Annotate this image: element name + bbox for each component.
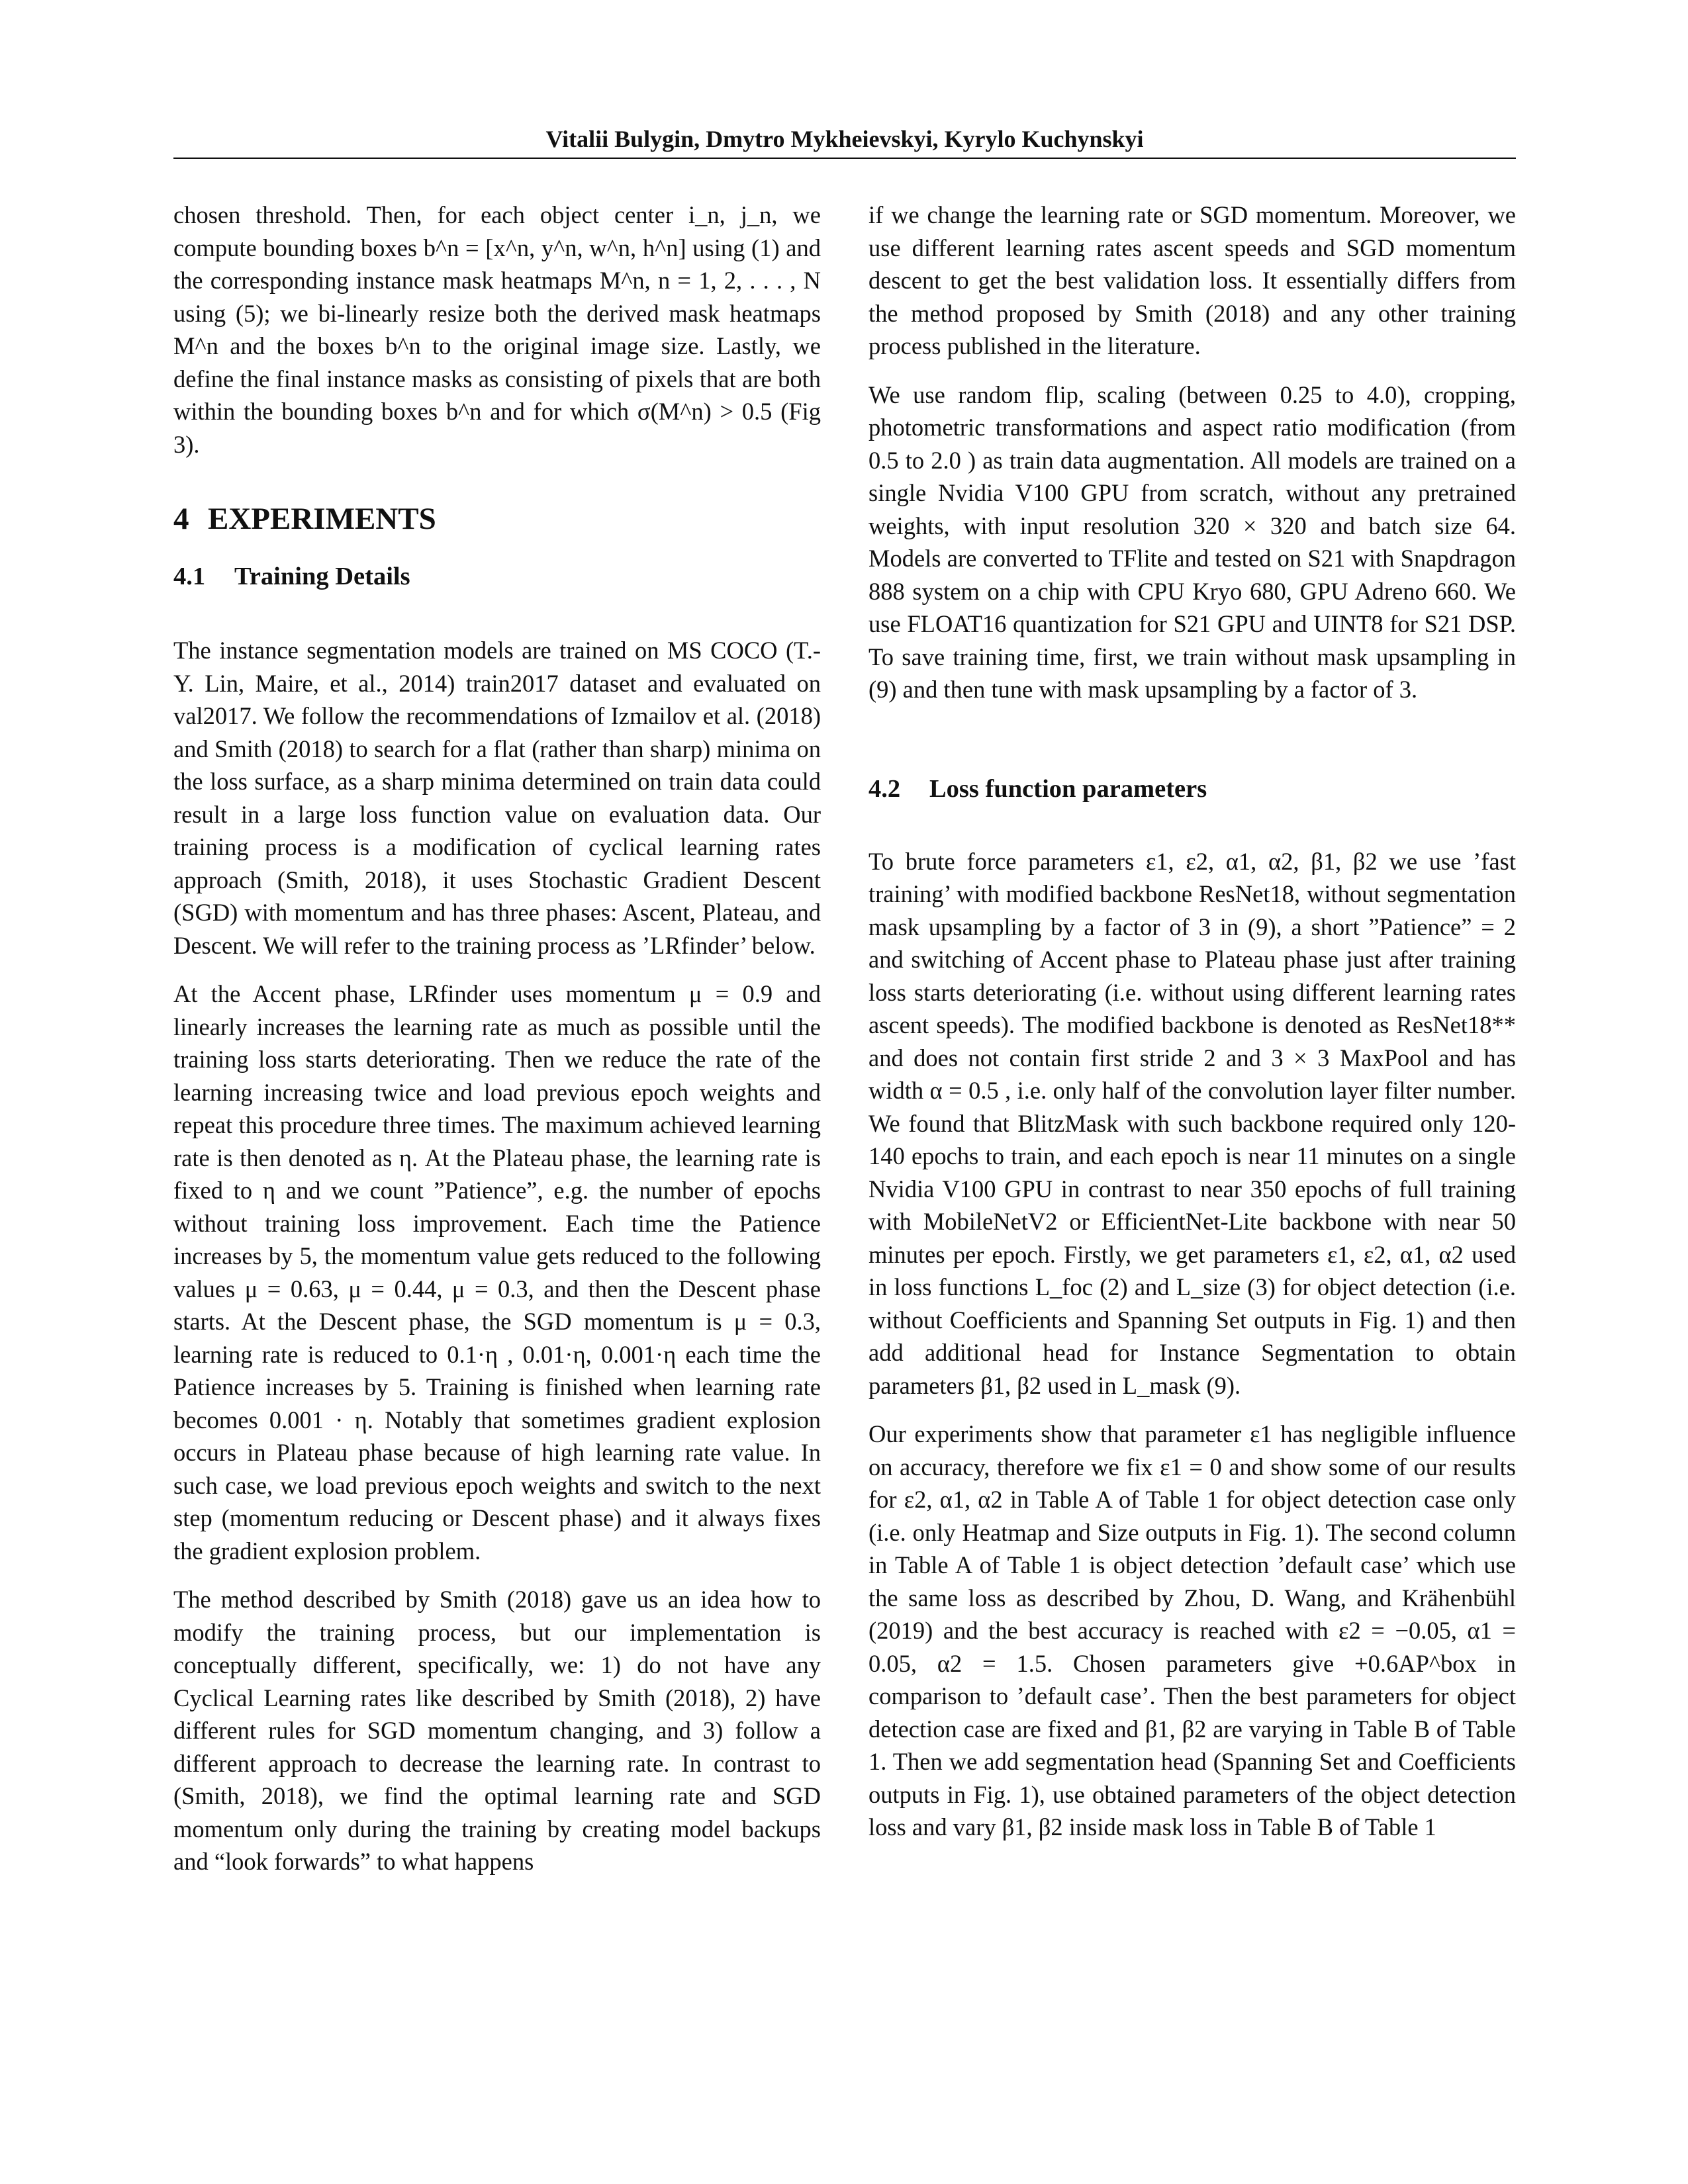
subsection-title: Training Details	[234, 563, 410, 590]
paragraph-loss-2: Our experiments show that parameter ε1 has negligible influence on accuracy, therefore we fix ε1 = 0 and show some of our results for ε2, α1, α2 in Table A of Table 1 for object detection case only (i.e. only Heatmap and Size outputs in Fig. 1). The second column in Table A of Table 1 is object detection ’default case’ which use the same loss as described by Zhou, D. Wang, and Krähenbühl (2019) and the best accuracy is reached with ε2 = −0.05, α1 = 0.05, α2 = 1.5. Chosen parameters give +0.6AP^box in comparison to ’default case’. Then the best parameters for object detection case are fixed and β1, β2 are varying in Table B of Table 1. Then we add segmentation head (Spanning Set and Coefficients outputs in Fig. 1), use obtained parameters of the object detection loss and vary β1, β2 inside mask loss in Table B of Table 1	[868, 1420, 1516, 1841]
paragraph-training-2: At the Accent phase, LRfinder uses momentum μ = 0.9 and linearly increases the learning rate as much as possible until the training loss starts deteriorating. Then we reduce the rate of the learning increasing twice and load previous epoch weights and repeat this procedure three times. The maximum achieved learning rate is then denoted as η. At the Plateau phase, the learning rate is fixed to η and we count ”Patience”, e.g. the number of epochs without training loss improvement. Each time the Patience increases by 5, the momentum value gets reduced to the following values μ = 0.63, μ = 0.44, μ = 0.3, and then the Descent phase starts. At the Descent phase, the SGD momentum is μ = 0.3, learning rate is reduced to 0.1·η , 0.01·η, 0.001·η each time the Patience increases by 5. Training is finished when learning rate becomes 0.001 · η. Notably that sometimes gradient explosion occurs in Plateau phase because of high learning rate value. In such case, we load previous epoch weights and switch to the next step (momentum reducing or Descent phase) and it always fixes the gradient explosion problem.	[173, 980, 821, 1565]
subsection-heading-4-2	[868, 772, 1516, 805]
right-column	[868, 199, 1516, 1860]
paragraph-continued: if we change the learning rate or SGD momentum. Moreover, we use different learning rates ascent speeds and SGD momentum descent to get the best validation loss. It essentially differs from the method proposed by Smith (2018) and any other training process published in the literature.	[868, 201, 1516, 359]
left-column	[173, 199, 821, 1894]
subsection-title: Loss function parameters	[929, 774, 1207, 803]
paragraph-loss-1: To brute force parameters ε1, ε2, α1, α2, β1, β2 we use ’fast training’ with modified backbone ResNet18, without segmentation mask upsampling by a factor of 3 in (9), a short ”Patience” = 2 and switching of Accent phase to Plateau phase just after training loss starts deteriorating (i.e. without using different learning rates ascent speeds). The modified backbone is denoted as ResNet18** and does not contain first stride 2 and 3 × 3 MaxPool and has width α = 0.5 , i.e. only half of the convolution layer filter number. We found that BlitzMask with such backbone required only 120-140 epochs to train, and each epoch is near 11 minutes on a single Nvidia V100 GPU in contrast to near 350 epochs of full training with MobileNetV2 or EfficientNet-Lite backbone with near 50 minutes per epoch. Firstly, we get parameters ε1, ε2, α1, α2 used in loss functions L_foc (2) and L_size (3) for object detection (i.e. without Coefficients and Spanning Set outputs in Fig. 1) and then add additional head for Instance Segmentation to obtain parameters β1, β2 used in L_mask (9).	[868, 847, 1516, 1399]
subsection-number: 4.1	[173, 563, 206, 590]
header-rule	[173, 158, 1516, 159]
subsection-heading-4-1	[173, 560, 821, 593]
section-title: EXPERIMENTS	[208, 502, 436, 536]
page-header-authors: Vitalii Bulygin, Dmytro Mykheievskyi, Kyrylo Kuchynskyi	[545, 126, 1144, 152]
paragraph-augmentation: We use random flip, scaling (between 0.25 to 4.0), cropping, photometric transformations and aspect ratio modification (from 0.5 to 2.0 ) as train data augmentation. All models are trained on a single Nvidia V100 GPU from scratch, without any pretrained weights, with input resolution 320 × 320 and batch size 64. Models are converted to TFlite and tested on S21 with Snapdragon 888 system on a chip with CPU Kryo 680, GPU Adreno 660. We use FLOAT16 quantization for S21 GPU and UINT8 for S21 DSP. To save training time, first, we train without mask upsampling in (9) and then tune with mask upsampling by a factor of 3.	[868, 381, 1516, 703]
paragraph-training-3: The method described by Smith (2018) gave us an idea how to modify the training process, but our implementation is conceptually different, specifically, we: 1) do not have any Cyclical Learning rates like described by Smith (2018), 2) have different rules for SGD momentum changing, and 3) follow a different approach to decrease the learning rate. In contrast to (Smith, 2018), we find the optimal learning rate and SGD momentum only during the training by creating model backups and “look forwards” to what happens	[173, 1586, 821, 1875]
subsection-number: 4.2	[868, 774, 901, 803]
section-number: 4	[173, 502, 189, 536]
paragraph-intro: chosen threshold. Then, for each object center i_n, j_n, we compute bounding boxes b^n = [x^n, y^n, w^n, h^n] using (1) and the corresponding instance mask heatmaps M^n, n = 1, 2, . . . , N using (5); we bi-linearly resize both the derived mask heatmaps M^n and the boxes b^n to the original image size. Lastly, we define the final instance masks as consisting of pixels that are both within the bounding boxes b^n and for which σ(M^n) > 0.5 (Fig 3).	[173, 201, 821, 458]
section-heading	[173, 500, 821, 537]
paragraph-training-1: The instance segmentation models are trained on MS COCO (T.-Y. Lin, Maire, et al., 2014) train2017 dataset and evaluated on val2017. We follow the recommendations of Izmailov et al. (2018) and Smith (2018) to search for a flat (rather than sharp) minima on the loss surface, as a sharp minima determined on train data could result in a large loss function value on evaluation data. Our training process is a modification of cyclical learning rates approach (Smith, 2018), it uses Stochastic Gradient Descent (SGD) with momentum and has three phases: Ascent, Plateau, and Descent. We will refer to the training process as ’LRfinder’ below.	[173, 637, 821, 959]
